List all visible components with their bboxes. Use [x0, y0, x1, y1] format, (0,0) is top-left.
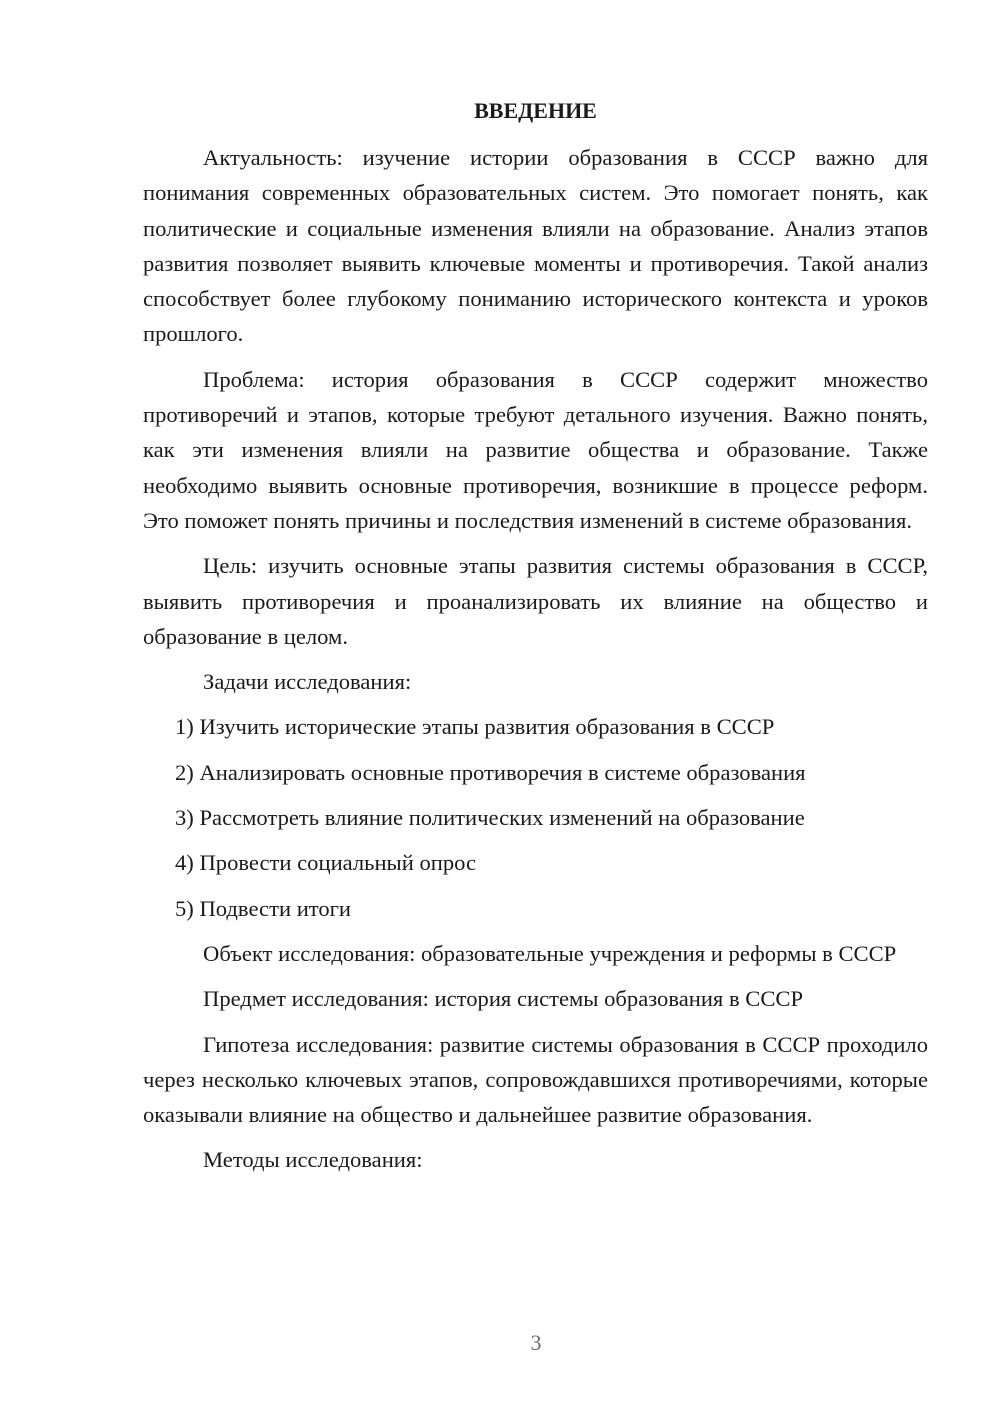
hypothesis-paragraph: Гипотеза исследования: развитие системы образования в СССР проходило через несколько ключевых этапов, сопровождавшихся противоречиями, которые оказывали влияние на общество и дальнейшее развитие образования. [143, 1031, 928, 1128]
list-item: 1) Изучить исторические этапы развития образования в СССР [175, 714, 775, 740]
page-content [143, 90, 928, 1188]
tasks-list [143, 709, 928, 925]
methods-title: Методы исследования: [203, 1147, 423, 1173]
subject-paragraph: Предмет исследования: история системы образования в СССР [203, 986, 804, 1012]
page-number: 3 [530, 1330, 542, 1355]
problem-paragraph: Проблема: история образования в СССР содержит множество противоречий и этапов, которые требуют детального изучения. Важно понять, как эти изменения влияли на развитие общества и образование. Также необходимо выявить основные противоречия, возникшие в процессе реформ. Это поможет понять причины и последствия изменений в системе образования. [143, 366, 928, 533]
list-item: 4) Провести социальный опрос [175, 850, 477, 876]
goal-paragraph: Цель: изучить основные этапы развития системы образования в СССР, выявить противоречия и проанализировать их влияние на общество и образование в целом. [143, 553, 928, 649]
list-item: 3) Рассмотреть влияние политических изменений на образование [175, 805, 805, 831]
object-paragraph: Объект исследования: образовательные учреждения и реформы в СССР [203, 940, 897, 966]
relevance-paragraph: Актуальность: изучение истории образования в СССР важно для понимания современных образовательных систем. Это помогает понять, как политические и социальные изменения влияли на образование. Анализ этапов развития позволяет выявить ключевые моменты и противоречия. Такой анализ способствует более глубокому пониманию исторического контекста и уроков прошлого. [143, 145, 928, 347]
list-item: 2) Анализировать основные противоречия в системе образования [175, 759, 806, 785]
section-heading: ВВЕДЕНИЕ [474, 98, 597, 123]
list-item: 5) Подвести итоги [175, 895, 352, 921]
tasks-title: Задачи исследования: [203, 669, 412, 695]
